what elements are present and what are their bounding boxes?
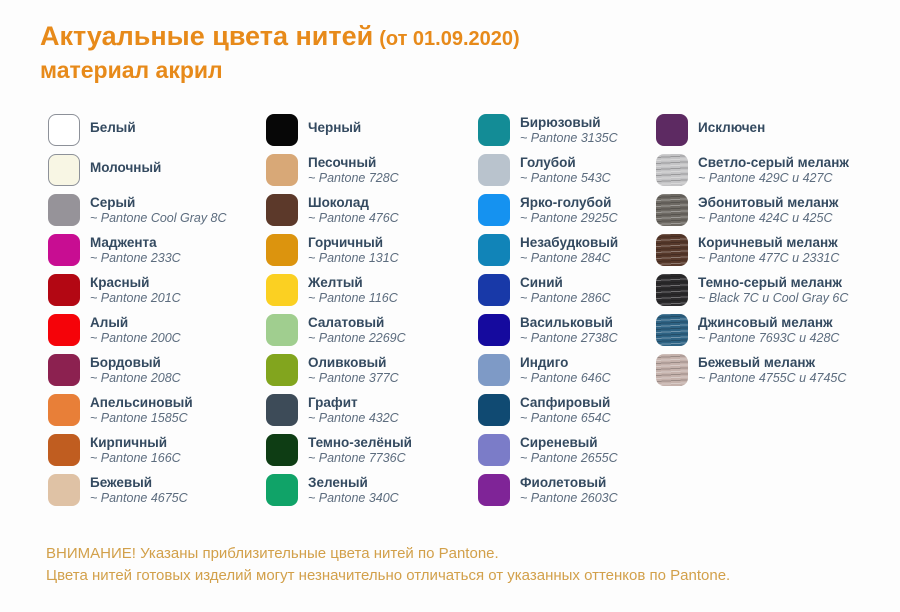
color-column [478, 114, 656, 514]
color-name: Алый [90, 315, 129, 330]
color-entry [266, 114, 478, 154]
color-name: Коричневый меланж [698, 235, 838, 250]
color-name: Синий [520, 275, 563, 290]
pantone-code: ~ Pantone 429C и 427C [698, 171, 833, 185]
color-labels [308, 434, 412, 466]
pantone-code: ~ Pantone 131C [308, 251, 399, 265]
color-swatch [478, 194, 510, 226]
color-swatch [478, 354, 510, 386]
color-swatch [266, 354, 298, 386]
color-name: Маджента [90, 235, 157, 250]
color-swatch [266, 274, 298, 306]
pantone-code: ~ Pantone 728C [308, 171, 399, 185]
color-name: Графит [308, 395, 358, 410]
color-swatch [48, 274, 80, 306]
pantone-code: ~ Pantone 654C [520, 411, 611, 425]
color-swatch [266, 234, 298, 266]
color-labels [308, 314, 406, 346]
color-labels [90, 274, 181, 306]
color-name: Джинсовый меланж [698, 315, 833, 330]
color-entry [266, 274, 478, 314]
pantone-code: ~ Pantone 2738C [520, 331, 618, 345]
color-swatch [656, 234, 688, 266]
color-labels [520, 354, 611, 386]
color-labels [698, 194, 839, 226]
color-swatch [478, 234, 510, 266]
color-labels [520, 234, 618, 266]
color-labels [520, 474, 618, 506]
color-labels [90, 394, 193, 426]
color-entry [48, 394, 266, 434]
color-swatch [48, 114, 80, 146]
pantone-code: ~ Pantone 646C [520, 371, 611, 385]
color-labels [308, 274, 398, 306]
color-name: Индиго [520, 355, 569, 370]
color-entry [48, 314, 266, 354]
color-name: Бордовый [90, 355, 161, 370]
color-entry [266, 474, 478, 514]
pantone-code: ~ Pantone 4675C [90, 491, 188, 505]
color-labels [520, 154, 611, 186]
color-labels [90, 314, 181, 346]
pantone-code: ~ Pantone 201C [90, 291, 181, 305]
pantone-code: ~ Pantone 432C [308, 411, 399, 425]
color-entry [656, 274, 849, 314]
color-entry [656, 194, 849, 234]
color-swatch [656, 314, 688, 346]
page-title-main: Актуальные цвета нитей [40, 21, 374, 51]
color-entry [478, 194, 656, 234]
color-labels [308, 114, 361, 136]
color-entry [48, 114, 266, 154]
color-swatch [478, 114, 510, 146]
color-labels [308, 394, 399, 426]
color-swatch [478, 154, 510, 186]
color-entry [48, 274, 266, 314]
color-name: Оливковый [308, 355, 387, 370]
color-swatch [48, 354, 80, 386]
color-name: Бежевый [90, 475, 153, 490]
color-name: Незабудковый [520, 235, 619, 250]
color-name: Ярко-голубой [520, 195, 612, 210]
color-name: Кирпичный [90, 435, 168, 450]
pantone-code: ~ Pantone 2925C [520, 211, 618, 225]
color-swatch [266, 114, 298, 146]
color-entry [48, 234, 266, 274]
color-name: Серый [90, 195, 136, 210]
color-name: Темно-серый меланж [698, 275, 842, 290]
pantone-code: ~ Pantone 284C [520, 251, 611, 265]
color-swatch [48, 314, 80, 346]
color-entry [48, 434, 266, 474]
color-labels [308, 194, 399, 226]
title-block [40, 20, 520, 83]
pantone-code: ~ Pantone 2603C [520, 491, 618, 505]
color-entry [266, 354, 478, 394]
color-entry [48, 354, 266, 394]
color-name: Эбонитовый меланж [698, 195, 839, 210]
color-column [656, 114, 849, 514]
color-swatch [478, 474, 510, 506]
pantone-code: ~ Pantone Cool Gray 8C [90, 211, 227, 225]
color-swatch [656, 354, 688, 386]
color-swatch [266, 394, 298, 426]
color-entry [48, 154, 266, 194]
color-entry [266, 394, 478, 434]
pantone-code: ~ Pantone 116C [308, 291, 398, 305]
pantone-code: ~ Pantone 1585C [90, 411, 188, 425]
color-labels [90, 114, 136, 136]
color-entry [656, 114, 849, 154]
color-entry [478, 234, 656, 274]
color-name: Апельсиновый [90, 395, 193, 410]
color-name: Бежевый меланж [698, 355, 816, 370]
color-entry [266, 194, 478, 234]
color-name: Песочный [308, 155, 377, 170]
color-labels [90, 474, 188, 506]
color-swatch [656, 114, 688, 146]
color-labels [520, 274, 611, 306]
color-name: Фиолетовый [520, 475, 607, 490]
color-name: Сиреневый [520, 435, 598, 450]
color-name: Белый [90, 120, 136, 135]
color-entry [656, 234, 849, 274]
color-name: Молочный [90, 160, 162, 175]
pantone-code: ~ Pantone 377C [308, 371, 399, 385]
color-name: Исключен [698, 120, 766, 135]
color-labels [698, 234, 839, 266]
page-title-date: (от 01.09.2020) [379, 28, 520, 50]
pantone-code: ~ Pantone 543C [520, 171, 611, 185]
color-entry [656, 154, 849, 194]
color-entry [48, 474, 266, 514]
color-name: Черный [308, 120, 362, 135]
color-entry [478, 474, 656, 514]
color-labels [520, 194, 618, 226]
color-entry [478, 314, 656, 354]
color-labels [698, 274, 848, 306]
warning-text [46, 543, 730, 587]
color-swatch [266, 314, 298, 346]
color-name: Бирюзовый [520, 115, 601, 130]
color-labels [308, 354, 399, 386]
color-swatch [478, 394, 510, 426]
color-swatch [656, 154, 688, 186]
color-labels [308, 154, 399, 186]
color-labels [90, 194, 227, 226]
pantone-code: ~ Pantone 340C [308, 491, 399, 505]
color-labels [90, 434, 181, 466]
color-grid [48, 114, 849, 514]
pantone-code: ~ Pantone 2269C [308, 331, 406, 345]
page-title [40, 20, 520, 55]
color-labels [90, 354, 181, 386]
color-name: Горчичный [308, 235, 384, 250]
color-swatch [48, 474, 80, 506]
pantone-code: ~ Pantone 233C [90, 251, 181, 265]
color-labels [698, 114, 765, 136]
pantone-code: ~ Pantone 476C [308, 211, 399, 225]
color-entry [656, 314, 849, 354]
color-entry [478, 434, 656, 474]
color-entry [478, 274, 656, 314]
color-name: Голубой [520, 155, 576, 170]
pantone-code: ~ Pantone 7693C и 428C [698, 331, 840, 345]
color-entry [266, 234, 478, 274]
color-labels [520, 434, 618, 466]
pantone-code: ~ Pantone 200C [90, 331, 181, 345]
warning-line-2: Цвета нитей готовых изделий могут незначительно отличаться от указанных оттенков по Pantone. [46, 567, 731, 584]
color-name: Сапфировый [520, 395, 611, 410]
color-labels [90, 234, 181, 266]
pantone-code: ~ Pantone 477C и 2331C [698, 251, 840, 265]
color-entry [478, 154, 656, 194]
color-name: Васильковый [520, 315, 613, 330]
pantone-code: ~ Pantone 3135C [520, 131, 618, 145]
color-entry [48, 194, 266, 234]
pantone-code: ~ Pantone 424C и 425C [698, 211, 833, 225]
pantone-code: ~ Pantone 4755C и 4745C [698, 371, 847, 385]
color-swatch [656, 194, 688, 226]
color-swatch [48, 434, 80, 466]
color-labels [520, 114, 618, 146]
color-entry [656, 354, 849, 394]
color-labels [698, 154, 849, 186]
page-subtitle: материал акрил [40, 57, 223, 83]
color-swatch [266, 154, 298, 186]
color-labels [520, 394, 611, 426]
color-name: Зеленый [308, 475, 368, 490]
pantone-code: ~ Pantone 286C [520, 291, 611, 305]
color-swatch [656, 274, 688, 306]
color-labels [698, 354, 846, 386]
color-swatch [48, 154, 80, 186]
color-swatch [48, 394, 80, 426]
color-entry [266, 434, 478, 474]
pantone-code: ~ Pantone 166C [90, 451, 181, 465]
color-entry [266, 314, 478, 354]
color-entry [478, 354, 656, 394]
color-swatch [478, 434, 510, 466]
pantone-code: ~ Pantone 7736C [308, 451, 406, 465]
pantone-code: ~ Black 7C и Cool Gray 6C [698, 291, 849, 305]
color-swatch [266, 194, 298, 226]
pantone-code: ~ Pantone 208C [90, 371, 181, 385]
color-swatch [48, 234, 80, 266]
color-entry [478, 394, 656, 434]
color-swatch [48, 194, 80, 226]
color-name: Красный [90, 275, 150, 290]
color-labels [520, 314, 618, 346]
color-entry [266, 154, 478, 194]
color-column [48, 114, 266, 514]
color-column [266, 114, 478, 514]
color-entry [478, 114, 656, 154]
color-swatch [478, 274, 510, 306]
color-labels [308, 474, 399, 506]
color-labels [90, 154, 161, 176]
color-swatch [266, 434, 298, 466]
color-name: Темно-зелёный [308, 435, 412, 450]
color-name: Шоколад [308, 195, 369, 210]
color-name: Салатовый [308, 315, 385, 330]
color-labels [698, 314, 839, 346]
color-swatch [266, 474, 298, 506]
color-labels [308, 234, 399, 266]
color-name: Желтый [308, 275, 363, 290]
color-name: Светло-серый меланж [698, 155, 849, 170]
pantone-code: ~ Pantone 2655C [520, 451, 618, 465]
color-swatch [478, 314, 510, 346]
warning-line-1: ВНИМАНИЕ! Указаны приблизительные цвета нитей по Pantone. [46, 545, 499, 562]
